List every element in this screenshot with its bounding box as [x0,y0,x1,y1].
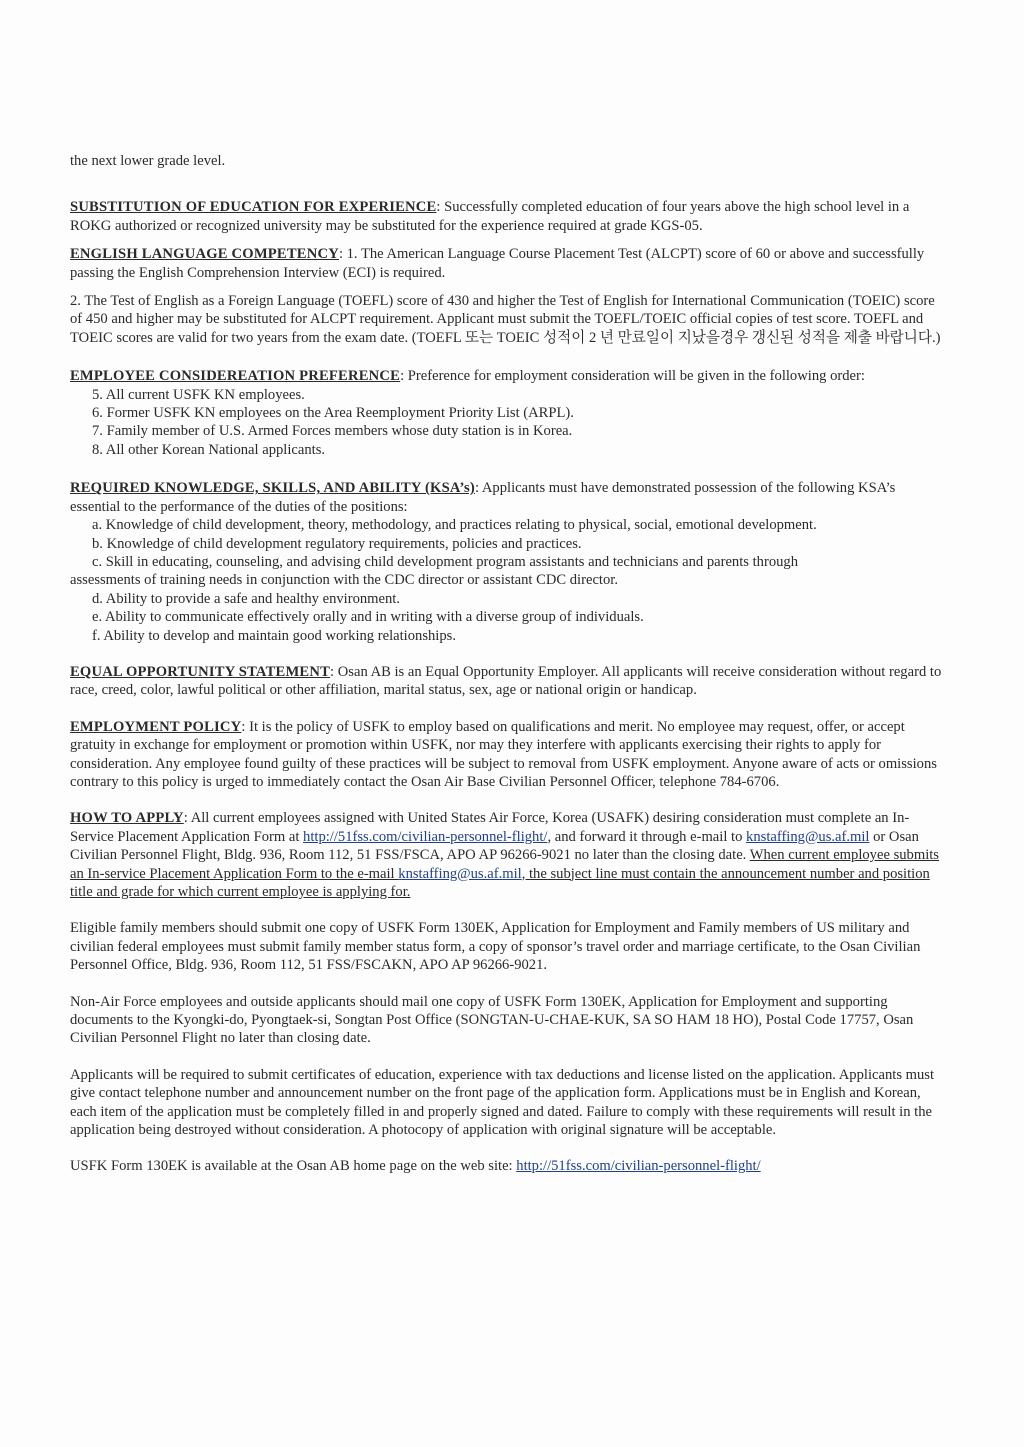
intro-text: the next lower grade level. [70,153,226,169]
non-air-force-paragraph: Non-Air Force employees and outside applicants should mail one copy of USFK Form 130EK, Application for Employment and supporting documents to the Kyongki-do, Pyongtaek-si, Songtan Post Office (SONGTAN-U-CHAE-KUK, SA SO HAM 18 HO), Postal Code 17757, Osan Civilian Personnel Flight no later than closing date. [70,993,914,1047]
policy-heading: EMPLOYMENT POLICY [70,718,242,735]
list-item: e. Ability to communicate effectively orally and in writing with a diverse group of individuals. [92,609,644,626]
policy-paragraph [70,718,942,792]
certificates-paragraph: Applicants will be required to submit certificates of education, experience with tax deductions and license listed on the application. Applicants must give contact telephone number and announcement number on the front page of the application form. Applications must be in English and Korean, each item of the application must be completely filled in and properly signed and dated. Failure to comply with these requirements will result in the application being destroyed without consideration. A photocopy of application with original signature will be acceptable. [70,1066,935,1139]
list-item: a. Knowledge of child development, theory, methodology, and practices relating to physical, social, emotional development. [92,517,817,534]
preference-list [70,386,942,460]
english-heading: ENGLISH LANGUAGE COMPETENCY [70,246,339,263]
substitution-heading: SUBSTITUTION OF EDUCATION FOR EXPERIENCE [70,199,437,216]
family-paragraph: Eligible family members should submit one copy of USFK Form 130EK, Application for Employment and Family members of US military and civilian federal employees must submit family member status form, a copy of sponsor’s travel order and marriage certificate, to the Osan Civilian Personnel Office, Bldg. 936, Room 112, 51 FSS/FSCAKN, APO AP 96266-9021. [70,920,921,974]
list-item: f. Ability to develop and maintain good working relationships. [92,627,456,644]
list-item: 8. All other Korean National applicants. [92,441,326,458]
apply-underlined-text-2: , the subject line must contain the announcement number and position title and grade for which current employee is applying for. [70,865,930,900]
english-body-1: : 1. The American Language Course Placement Test (ALCPT) score of 60 or above and successfully passing the English Comprehension Interview (ECI) is required. [70,246,925,281]
knstaffing-email-link[interactable]: knstaffing@us.af.mil [746,828,870,845]
eeo-paragraph [70,663,942,700]
ksa-heading: REQUIRED KNOWLEDGE, SKILLS, AND ABILITY (KSA’s) [70,480,475,497]
list-item: b. Knowledge of child development regulatory requirements, policies and practices. [92,535,582,552]
personnel-flight-link[interactable]: http://51fss.com/civilian-personnel-flight/ [303,828,548,845]
list-item: 6. Former USFK KN employees on the Area Reemployment Priority List (ARPL). [92,405,574,422]
list-item: 5. All current USFK KN employees. [92,386,305,403]
list-item-continuation: assessments of training needs in conjunction with the CDC director or assistant CDC director. [70,572,618,589]
ksa-paragraph [70,479,942,516]
eeo-body: : Osan AB is an Equal Opportunity Employer. All applicants will receive consideration without regard to race, creed, color, lawful political or other affiliation, marital status, sex, age or national origin or handicap. [70,663,942,699]
ksa-body: : Applicants must have demonstrated possession of the following KSA’s essential to the performance of the duties of the positions: [70,480,896,515]
substitution-body: : Successfully completed education of four years above the high school level in a ROKG authorized or recognized university may be substituted for the experience required at grade KGS-05. [70,199,910,234]
preference-paragraph [70,367,942,385]
eeo-heading: EQUAL OPPORTUNITY STATEMENT [70,663,331,680]
form-website-link[interactable]: http://51fss.com/civilian-personnel-flight/ [516,1158,761,1175]
list-item: c. Skill in educating, counseling, and advising child development program assistants and technicians and parents through [92,553,799,570]
list-item: d. Ability to provide a safe and healthy environment. [92,590,401,607]
apply-text-1: : All current employees assigned with United States Air Force, Korea (USAFK) desiring consideration must complete an In-Service Placement Application Form at [70,810,910,845]
ksa-list [70,516,942,645]
substitution-paragraph [70,198,942,235]
form-availability-text: USFK Form 130EK is available at the Osan AB home page on the web site: [70,1158,517,1175]
document-body [70,152,942,1176]
form-availability-paragraph [70,1157,942,1175]
list-item: 7. Family member of U.S. Armed Forces members whose duty station is in Korea. [92,423,573,440]
apply-underlined-text-1: When current employee submits an In-service Placement Application Form to the e-mail [70,847,939,882]
preference-body: : Preference for employment consideration will be given in the following order: [400,368,865,385]
apply-paragraph [70,809,942,901]
knstaffing-email-link-2[interactable]: knstaffing@us.af.mil [398,865,522,882]
preference-heading: EMPLOYEE CONSIDEREATION PREFERENCE [70,368,401,385]
english-paragraph-1 [70,245,942,282]
english-paragraph-2: 2. The Test of English as a Foreign Language (TOEFL) score of 430 and higher the Test of English for International Communication (TOEIC) score of 450 and higher may be substituted for ALCPT requirement. Applicant must submit the TOEFL/TOEIC official copies of test score. TOEFL and TOEIC scores are valid for two years from the exam date. (TOEFL 또는 TOEIC 성적이 2 년 만료일이 지났을경우 갱신된 성적을 제출 바랍니다.) [70,293,941,346]
apply-text-2: , and forward it through e-mail to [547,828,747,845]
apply-text-3: or Osan Civilian Personnel Flight, Bldg. 936, Room 112, 51 FSS/FSCA, APO AP 96266-9021 no later than the closing date. [70,828,919,864]
policy-body: : It is the policy of USFK to employ based on qualifications and merit. No employee may request, offer, or accept gratuity in exchange for employment or promotion within USFK, nor may they interfere with applicants exercising their rights to apply for consideration. Any employee found guilty of these practices will be subject to removal from USFK employment. Anyone aware of acts or omissions contrary to this policy is urged to immediately contact the Osan Air Base Civilian Personnel Officer, telephone 784-6706. [70,718,937,790]
apply-heading: HOW TO APPLY [70,810,184,827]
